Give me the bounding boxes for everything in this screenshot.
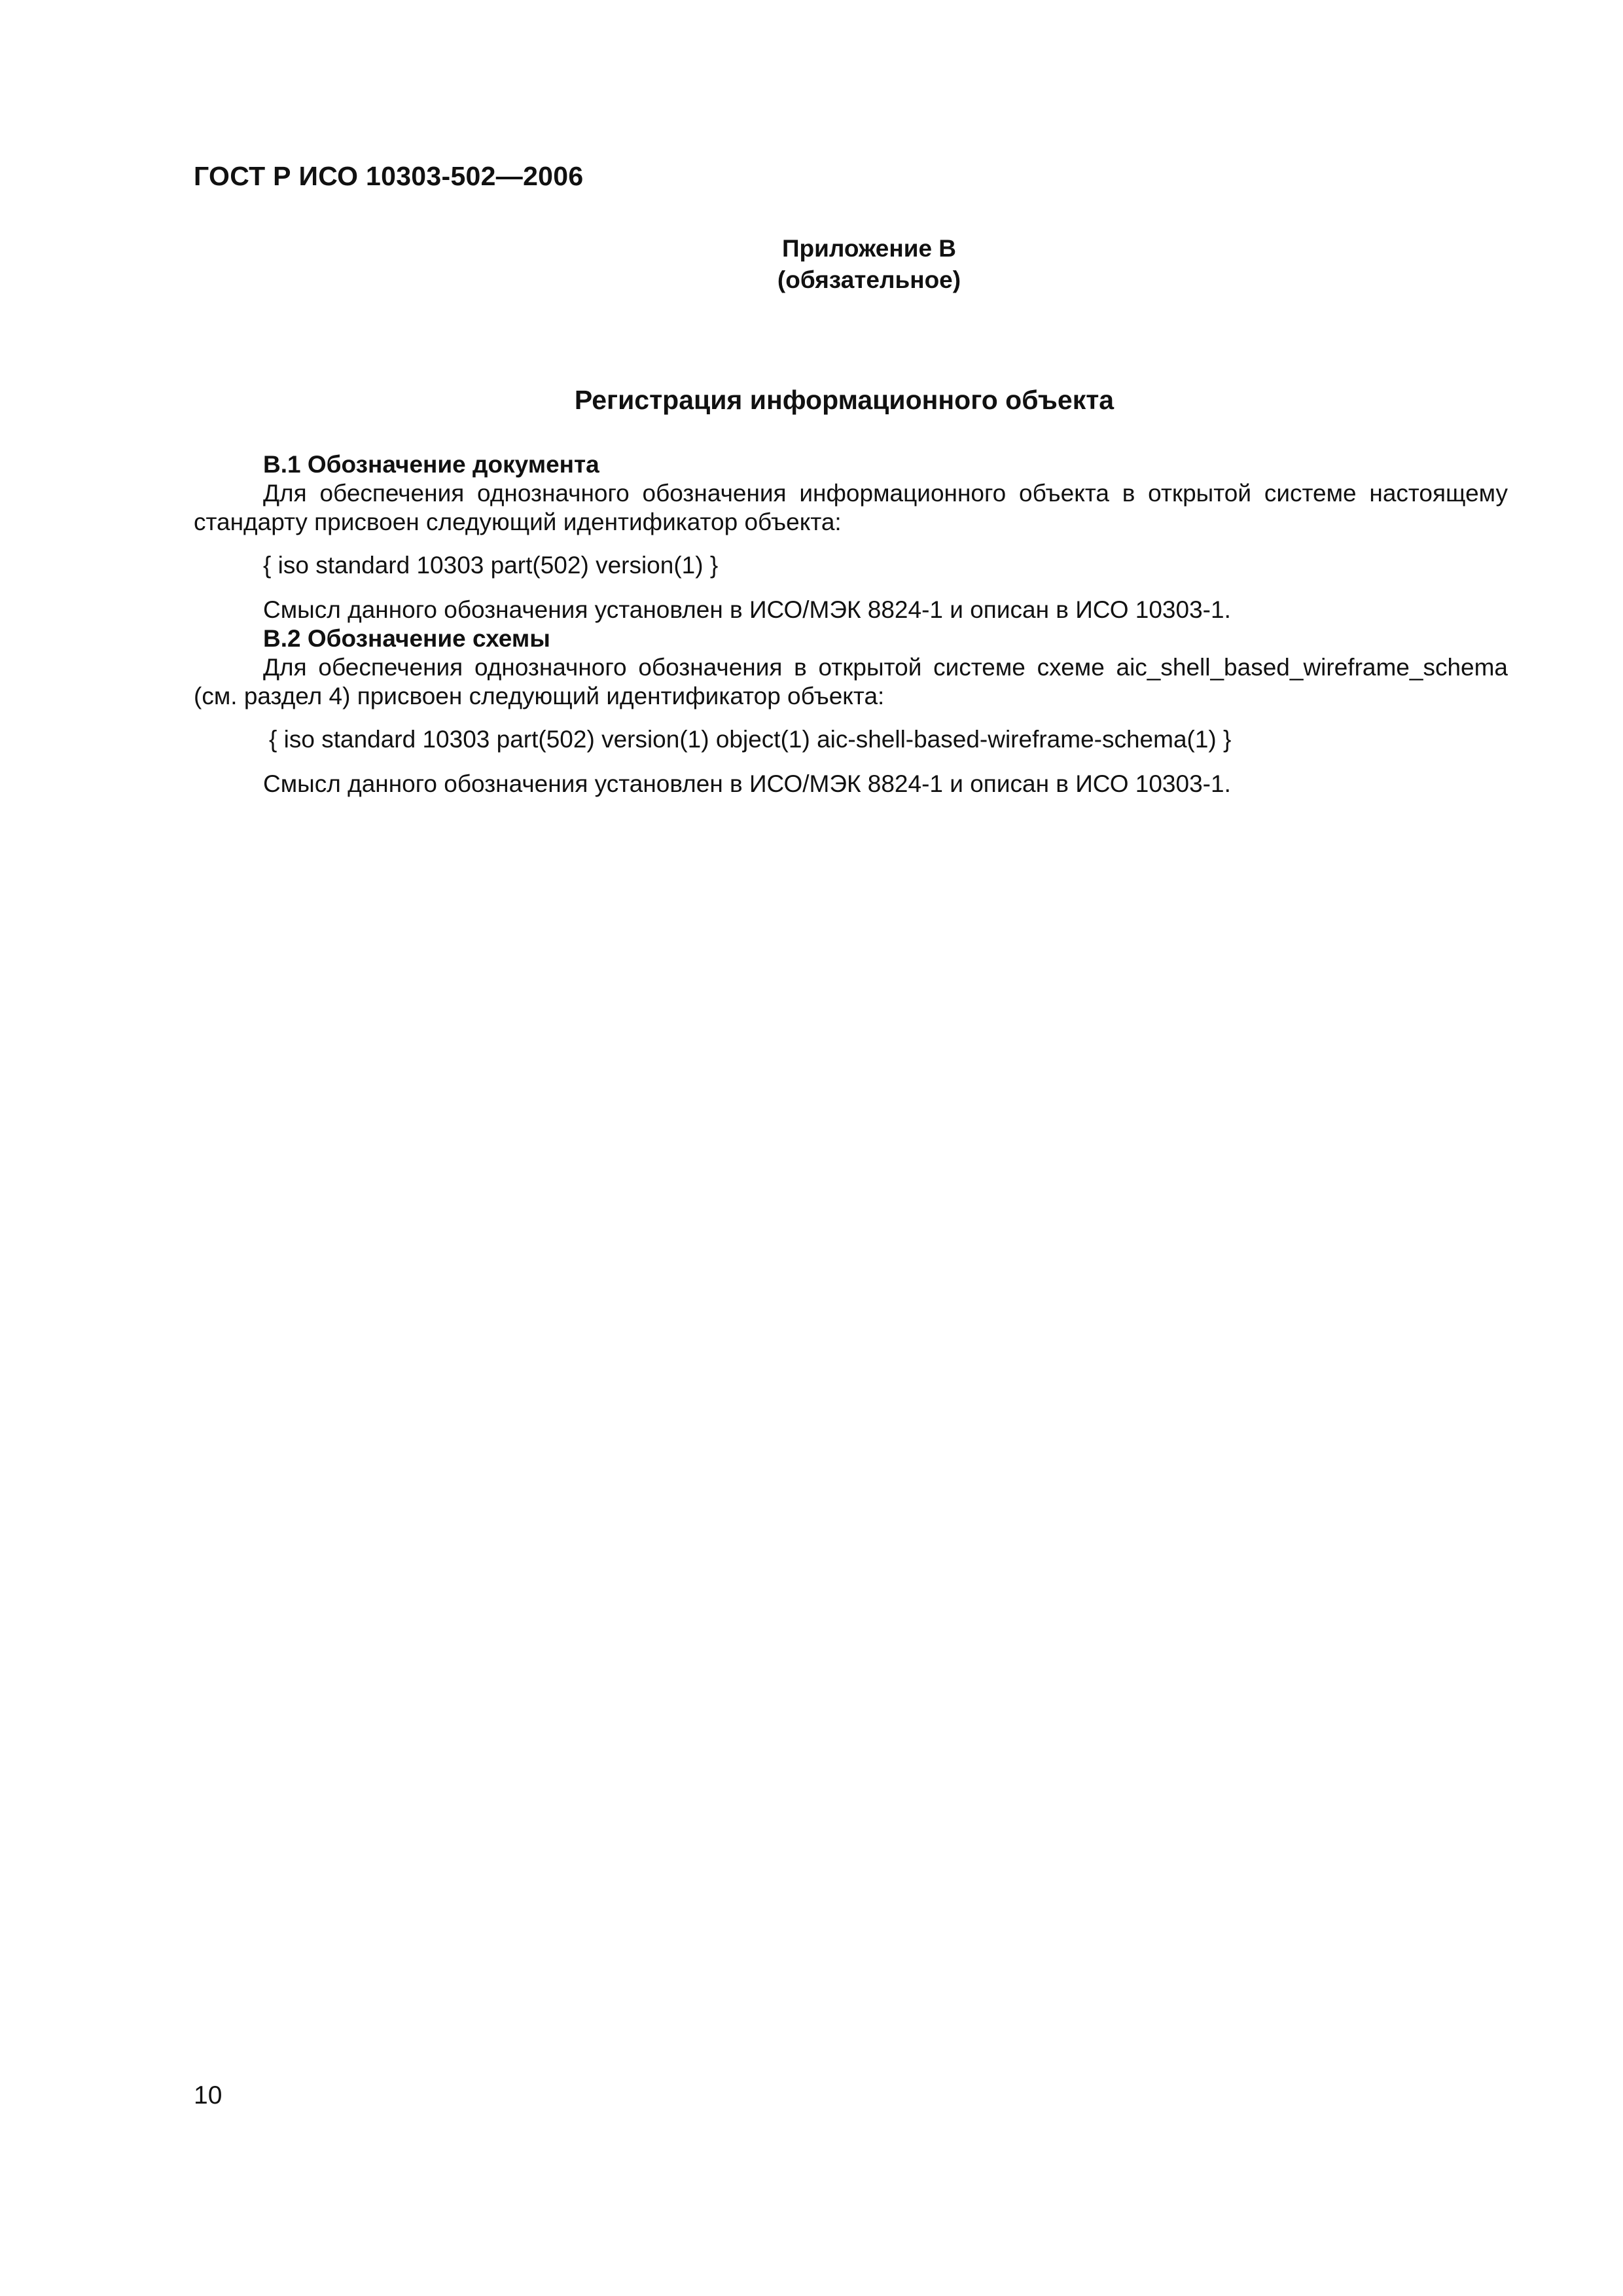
section-b1-paragraph-line-1: Для обеспечения однозначного обозначения информационного объекта в открытой системе настоящему bbox=[263, 480, 1508, 507]
section-b2-paragraph-line-1: Для обеспечения однозначного обозначения в открытой системе схеме aic_shell_based_wireframe_schema bbox=[263, 654, 1508, 681]
section-b2-paragraph-line-2: (см. раздел 4) присвоен следующий идентификатор объекта: bbox=[194, 683, 885, 709]
section-b1-heading: В.1 Обозначение документа bbox=[263, 451, 599, 478]
section-b1-identifier: { iso standard 10303 part(502) version(1) } bbox=[263, 552, 719, 579]
section-b1-paragraph-line-2: стандарту присвоен следующий идентификатор объекта: bbox=[194, 509, 842, 535]
document-code-header: ГОСТ Р ИСО 10303-502—2006 bbox=[194, 161, 584, 191]
page-number: 10 bbox=[194, 2081, 223, 2109]
annex-status: (обязательное) bbox=[777, 266, 961, 293]
section-b2-note: Смысл данного обозначения установлен в ИСО/МЭК 8824-1 и описан в ИСО 10303-1. bbox=[263, 770, 1231, 797]
section-b1-note: Смысл данного обозначения установлен в ИСО/МЭК 8824-1 и описан в ИСО 10303-1. bbox=[263, 596, 1231, 623]
annex-title: Регистрация информационного объекта bbox=[574, 385, 1115, 415]
annex-label: Приложение В bbox=[781, 235, 957, 262]
section-b2-heading: В.2 Обозначение схемы bbox=[263, 625, 550, 652]
section-b2-identifier: { iso standard 10303 part(502) version(1) object(1) aic-shell-based-wireframe-schema(1) } bbox=[269, 726, 1232, 753]
annex-label-block bbox=[692, 233, 1046, 296]
